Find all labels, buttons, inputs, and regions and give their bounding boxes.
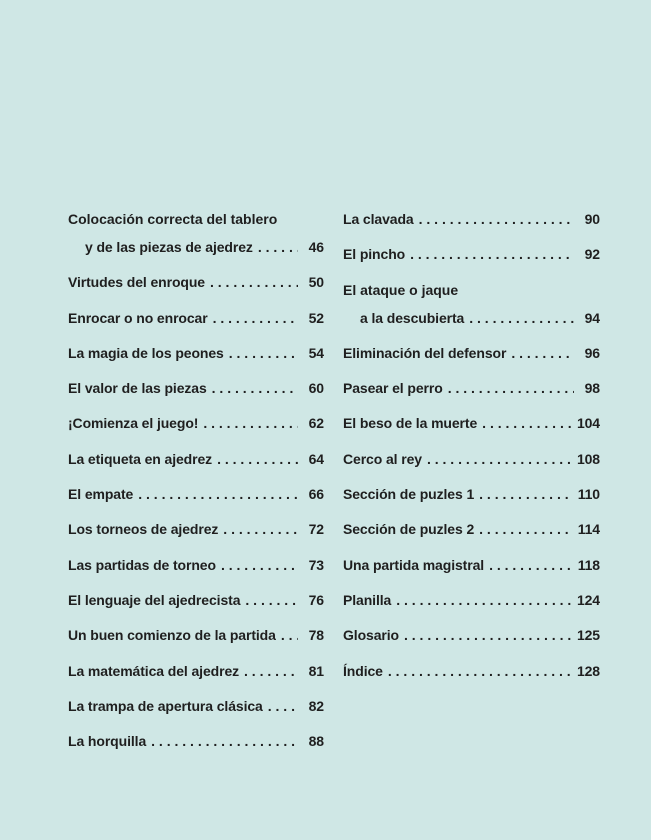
toc-entry-label: Enrocar o no enrocar <box>68 309 208 326</box>
leader-dots <box>229 344 298 362</box>
toc-entry <box>68 450 324 468</box>
toc-entry-page: 124 <box>576 591 600 608</box>
toc-entry-label: El pincho <box>343 246 406 263</box>
toc-entry-page: 52 <box>308 309 324 326</box>
toc-entry-page: 92 <box>584 246 600 263</box>
toc-entry <box>343 556 600 574</box>
toc-entry <box>68 309 324 327</box>
leader-dots <box>482 414 571 432</box>
toc-entry <box>68 379 324 397</box>
leader-dots <box>479 520 572 538</box>
toc-entry-label: Virtudes del enroque <box>68 274 205 291</box>
leader-dots <box>388 662 571 680</box>
toc-entry-page: 96 <box>584 344 600 361</box>
toc-entry-page: 88 <box>308 733 324 750</box>
toc-entry-label: Sección de puzles 1 <box>343 486 475 503</box>
toc-entry-label: El lenguaje del ajedrecista <box>68 591 241 608</box>
toc-entry <box>68 485 324 503</box>
leader-dots <box>268 697 298 715</box>
toc-entry-label: El beso de la muerte <box>343 415 478 432</box>
toc-entry-page: 118 <box>577 556 600 573</box>
toc-entry <box>343 450 600 468</box>
toc-entry-label: a la descubierta <box>360 309 465 326</box>
toc-entry-page: 60 <box>308 380 324 397</box>
toc-entry-page: 114 <box>577 521 600 538</box>
toc-entry-label: El valor de las piezas <box>68 380 207 397</box>
leader-dots <box>138 485 298 503</box>
leader-dots <box>410 245 574 263</box>
toc-entry-page: 50 <box>308 274 324 291</box>
toc-entry-label: ¡Comienza el juego! <box>68 415 199 432</box>
leader-dots <box>212 379 298 397</box>
toc-entry <box>68 591 324 609</box>
leader-dots <box>419 210 574 228</box>
leader-dots <box>203 414 298 432</box>
toc-entry <box>68 556 324 574</box>
toc-entry-label: Planilla <box>343 591 392 608</box>
leader-dots <box>244 662 298 680</box>
table-of-contents <box>0 210 651 810</box>
toc-entry-page: 54 <box>308 344 324 361</box>
toc-entry-label: Glosario <box>343 627 399 644</box>
toc-entry-label: La clavada <box>343 211 414 227</box>
leader-dots <box>258 238 298 256</box>
toc-entry <box>68 273 324 291</box>
leader-dots <box>281 626 298 644</box>
toc-entry-label: Los torneos de ajedrez <box>68 521 219 538</box>
leader-dots <box>151 732 298 750</box>
leader-dots <box>511 344 574 362</box>
toc-entry-label-line1: Colocación correcta del tablero <box>68 211 278 227</box>
toc-entry-page: 104 <box>576 415 600 432</box>
toc-entry-page: 82 <box>308 697 324 714</box>
toc-entry <box>68 210 324 256</box>
toc-entry-label: El empate <box>68 486 134 503</box>
toc-entry <box>68 344 324 362</box>
toc-entry-page: 108 <box>576 450 600 467</box>
toc-entry-label-line1: El ataque o jaque <box>343 281 459 298</box>
toc-entry-label: Cerco al rey <box>343 450 422 467</box>
toc-entry-label: Sección de puzles 2 <box>343 521 475 538</box>
leader-dots <box>469 309 574 327</box>
toc-column-right <box>343 210 600 697</box>
toc-entry-page: 90 <box>584 211 600 227</box>
toc-entry-label: La matemática del ajedrez <box>68 662 240 679</box>
toc-entry-page: 125 <box>576 627 600 644</box>
toc-entry-label: La etiqueta en ajedrez <box>68 450 213 467</box>
toc-entry-page: 64 <box>308 450 324 467</box>
toc-entry-label: y de las piezas de ajedrez <box>85 239 253 255</box>
toc-entry-page: 72 <box>308 521 324 538</box>
toc-entry <box>343 520 600 538</box>
toc-entry <box>343 344 600 362</box>
toc-entry <box>343 281 600 327</box>
leader-dots <box>489 556 572 574</box>
leader-dots <box>223 520 298 538</box>
toc-entry-page: 62 <box>308 415 324 432</box>
toc-entry-label: Índice <box>343 662 383 679</box>
toc-entry-label: Las partidas de torneo <box>68 556 216 573</box>
toc-entry <box>343 591 600 609</box>
toc-entry-page: 76 <box>308 591 324 608</box>
toc-entry <box>68 414 324 432</box>
toc-entry <box>343 379 600 397</box>
toc-entry <box>343 210 600 228</box>
toc-entry-page: 98 <box>584 380 600 397</box>
toc-column-left <box>68 210 324 767</box>
toc-entry-label: Una partida magistral <box>343 556 485 573</box>
toc-entry-page: 73 <box>308 556 324 573</box>
toc-entry <box>68 626 324 644</box>
toc-entry <box>68 732 324 750</box>
toc-entry-page: 110 <box>577 486 600 503</box>
leader-dots <box>479 485 572 503</box>
leader-dots <box>427 450 571 468</box>
leader-dots <box>213 309 298 327</box>
toc-entry-label: La trampa de apertura clásica <box>68 697 263 714</box>
toc-entry <box>343 414 600 432</box>
toc-entry <box>343 245 600 263</box>
toc-entry-page: 78 <box>308 627 324 644</box>
toc-entry <box>68 697 324 715</box>
toc-entry <box>68 662 324 680</box>
toc-entry <box>343 485 600 503</box>
toc-entry <box>68 520 324 538</box>
leader-dots <box>221 556 298 574</box>
toc-entry <box>343 662 600 680</box>
toc-entry-label: La horquilla <box>68 733 147 750</box>
toc-entry-page: 128 <box>576 662 600 679</box>
toc-entry-page: 66 <box>308 486 324 503</box>
leader-dots <box>404 626 571 644</box>
toc-entry-label: Eliminación del defensor <box>343 344 507 361</box>
leader-dots <box>210 273 298 291</box>
leader-dots <box>448 379 574 397</box>
toc-entry <box>343 626 600 644</box>
leader-dots <box>245 591 298 609</box>
toc-entry-page: 81 <box>308 662 324 679</box>
leader-dots <box>217 450 298 468</box>
toc-entry-label: Un buen comienzo de la partida <box>68 627 276 644</box>
toc-entry-label: La magia de los peones <box>68 344 224 361</box>
leader-dots <box>396 591 571 609</box>
toc-entry-page: 94 <box>584 309 600 326</box>
toc-entry-label: Pasear el perro <box>343 380 443 397</box>
toc-entry-page: 46 <box>308 239 324 255</box>
